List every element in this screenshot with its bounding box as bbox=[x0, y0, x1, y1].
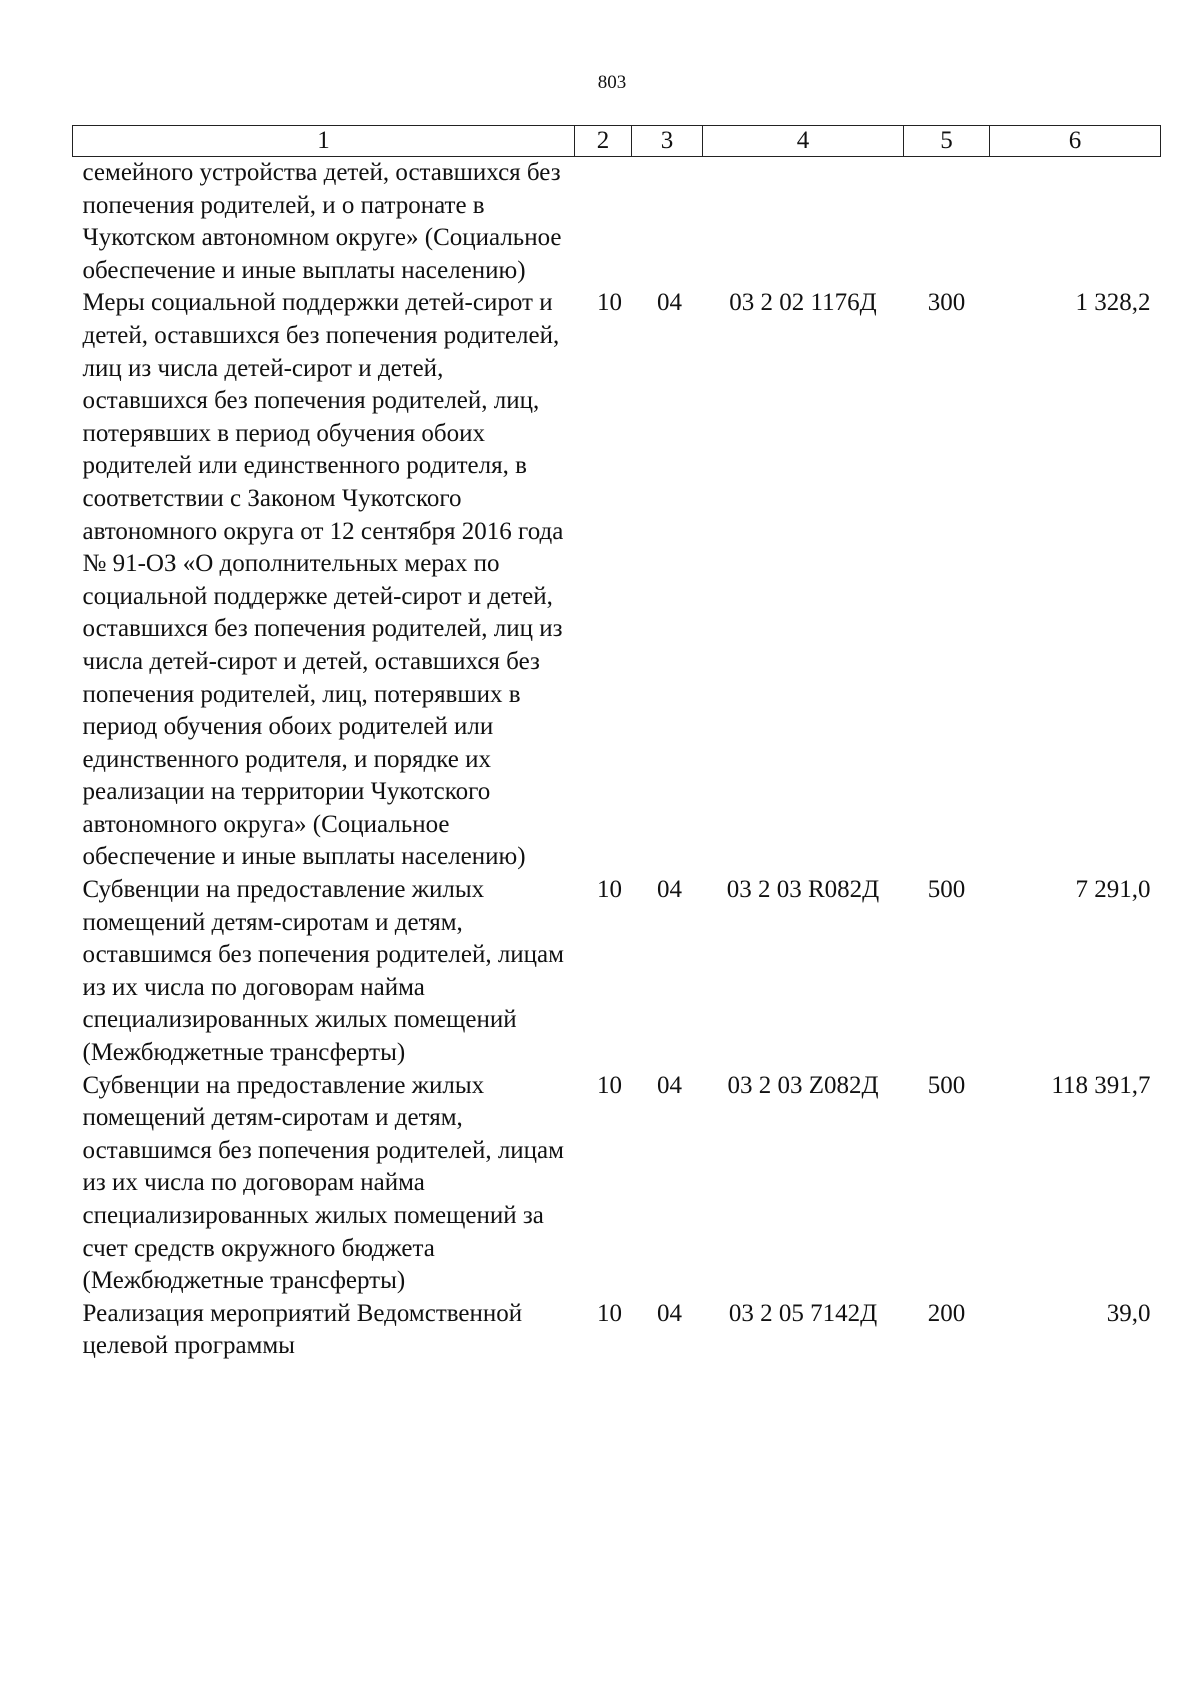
column-header-6: 6 bbox=[990, 126, 1161, 157]
row-description: Реализация мероприятий Ведомственной целевой программы bbox=[82, 1299, 523, 1360]
table-row bbox=[73, 1070, 1161, 1298]
row-amount: 1 328,2 bbox=[1075, 289, 1151, 317]
row-amount: 39,0 bbox=[1106, 1299, 1151, 1327]
row-amount: 118 391,7 bbox=[1051, 1071, 1151, 1099]
column-header-1: 1 bbox=[73, 126, 575, 157]
row-section: 10 bbox=[597, 1071, 622, 1099]
column-header-5: 5 bbox=[904, 126, 990, 157]
row-target-code: 03 2 03 Z082Д bbox=[727, 1071, 879, 1099]
row-subsection: 04 bbox=[657, 1071, 682, 1099]
row-target-code: 03 2 05 7142Д bbox=[728, 1299, 878, 1327]
row-subsection: 04 bbox=[657, 289, 682, 317]
row-description: Меры социальной поддержки детей-сирот и детей, оставшихся без попечения родителей, лиц из числа детей-сирот и детей, оставшихся без попечения родителей, лиц, потерявших в период обучения обоих родителей или единственного родителя, в соответствии с Законом Чукотского автономного округа от 12 сентября 2016 года № 91-ОЗ «О дополнительных мерах по социальной поддержке детей-сирот и детей, оставшихся без попечения родителей, лиц из числа детей-сирот и детей, оставшихся без попечения родителей, лиц, потерявших в период обучения обоих родителей или единственного родителя, и порядке их реализации на территории Чукотского автономного округа» (Социальное обеспечение и иные выплаты населению) bbox=[82, 289, 564, 871]
row-section bbox=[575, 157, 632, 288]
column-header-2: 2 bbox=[575, 126, 632, 157]
row-section: 10 bbox=[597, 289, 622, 317]
row-section: 10 bbox=[597, 1299, 622, 1327]
row-expense-type: 200 bbox=[927, 1299, 966, 1327]
row-amount bbox=[990, 157, 1161, 288]
row-subsection: 04 bbox=[657, 1299, 682, 1327]
budget-table bbox=[72, 125, 1161, 1363]
table-row bbox=[73, 287, 1161, 874]
row-amount: 7 291,0 bbox=[1075, 876, 1151, 904]
row-section: 10 bbox=[597, 876, 622, 904]
row-description: семейного устройства детей, оставшихся без попечения родителей, и о патронате в Чукотском автономном округе» (Социальное обеспечение и иные выплаты населению) bbox=[82, 159, 562, 284]
row-expense-type: 500 bbox=[927, 1071, 966, 1099]
page-number: 803 bbox=[597, 72, 627, 93]
row-expense-type bbox=[904, 157, 990, 288]
column-header-4: 4 bbox=[703, 126, 904, 157]
row-target-code: 03 2 03 R082Д bbox=[726, 876, 880, 904]
row-target-code: 03 2 02 1176Д bbox=[729, 289, 877, 317]
column-header-3: 3 bbox=[632, 126, 703, 157]
row-expense-type: 500 bbox=[927, 876, 966, 904]
table-row bbox=[73, 874, 1161, 1070]
row-description: Субвенции на предоставление жилых помещений детям-сиротам и детям, оставшимся без попечения родителей, лицам из их числа по договорам найма специализированных жилых помещений (Межбюджетные трансферты) bbox=[82, 876, 564, 1067]
row-description: Субвенции на предоставление жилых помещений детям-сиротам и детям, оставшимся без попечения родителей, лицам из их числа по договорам найма специализированных жилых помещений за счет средств окружного бюджета (Межбюджетные трансферты) bbox=[82, 1071, 564, 1295]
row-expense-type: 300 bbox=[927, 289, 966, 317]
table-header-row bbox=[73, 126, 1161, 157]
row-target-code bbox=[703, 157, 904, 288]
table-row bbox=[73, 1298, 1161, 1363]
row-subsection: 04 bbox=[657, 876, 682, 904]
row-subsection bbox=[632, 157, 703, 288]
table-row bbox=[73, 157, 1161, 288]
